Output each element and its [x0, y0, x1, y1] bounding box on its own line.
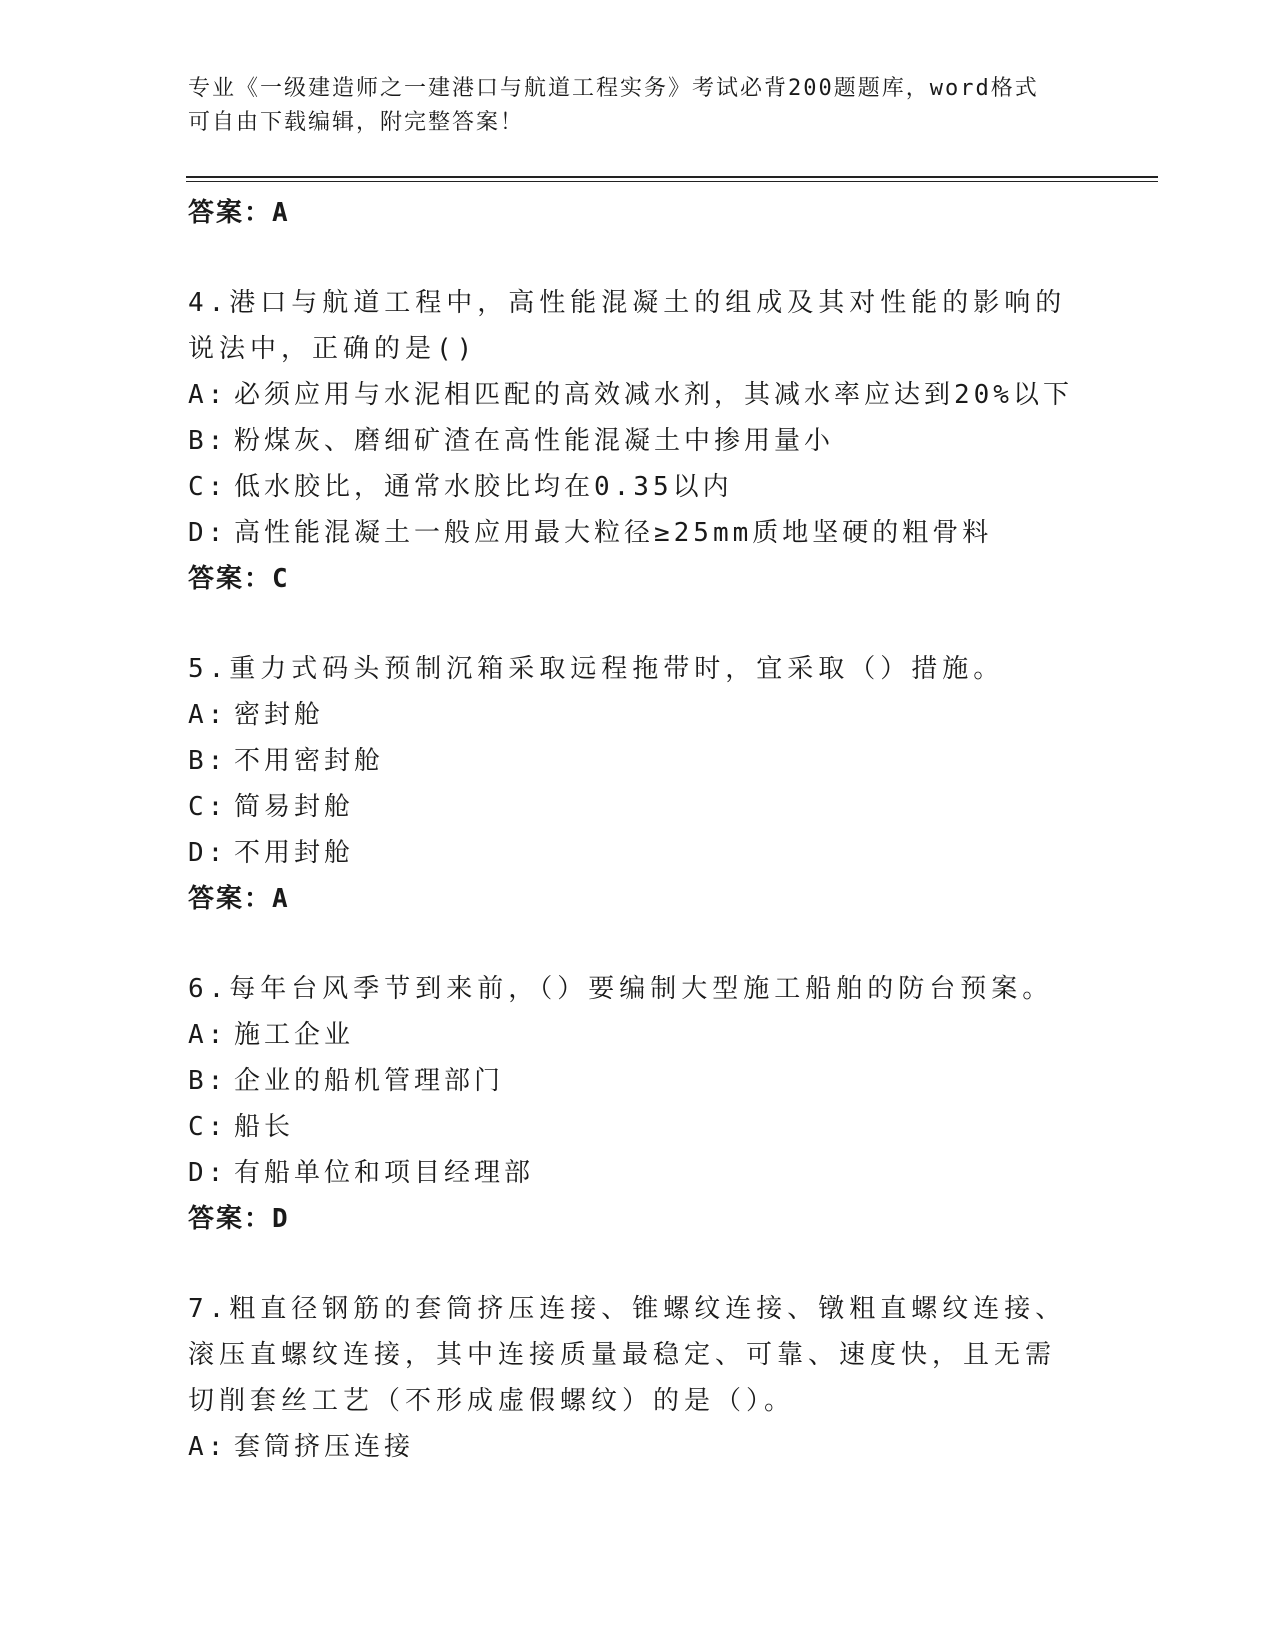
- question-stem: 6.每年台风季节到来前，（）要编制大型施工船舶的防台预案。: [188, 974, 1054, 1004]
- answer-line: [188, 1196, 1068, 1242]
- option-text: 施工企业: [234, 1020, 355, 1050]
- header-line-2: 可自由下载编辑，附完整答案！: [188, 110, 525, 135]
- option-text: 高性能混凝土一般应用最大粒径≥25mm质地坚硬的粗骨料: [234, 518, 993, 548]
- answer-line: [188, 190, 1068, 236]
- option-text: 有船单位和项目经理部: [234, 1158, 535, 1188]
- header-divider: [186, 176, 1158, 182]
- option-a: [188, 372, 1073, 418]
- answer-value: A: [272, 884, 290, 914]
- option-a: [188, 1424, 1068, 1470]
- option-key: D:: [188, 1158, 228, 1188]
- header-line-1: 专业《一级建造师之一建港口与航道工程实务》考试必背200题题库，word格式: [188, 76, 1039, 101]
- option-key: B:: [188, 1066, 228, 1096]
- option-b: [188, 1058, 1068, 1104]
- answer-label: 答案：: [188, 198, 273, 228]
- option-d: [188, 510, 1068, 556]
- option-text: 粉煤灰、磨细矿渣在高性能混凝土中掺用量小: [234, 426, 835, 456]
- option-key: C:: [188, 472, 228, 502]
- answer-value: A: [272, 198, 290, 228]
- answer-label: 答案：: [188, 884, 273, 914]
- question-5: [188, 646, 1068, 922]
- option-c: [188, 1104, 1068, 1150]
- option-key: C:: [188, 792, 228, 822]
- option-key: B:: [188, 746, 228, 776]
- option-key: A:: [188, 380, 228, 410]
- option-c: [188, 464, 1068, 510]
- option-key: C:: [188, 1112, 228, 1142]
- option-text: 低水胶比，通常水胶比均在0.35以内: [234, 472, 733, 502]
- option-text: 不用封舱: [234, 838, 355, 868]
- option-b: [188, 418, 1068, 464]
- option-text: 必须应用与水泥相匹配的高效减水剂，其减水率应达到20%以下: [234, 380, 1073, 410]
- option-d: [188, 830, 1068, 876]
- answer-label: 答案：: [188, 564, 273, 594]
- option-key: A:: [188, 1432, 228, 1462]
- answer-label: 答案：: [188, 1204, 273, 1234]
- question-stem: 4.港口与航道工程中，高性能混凝土的组成及其对性能的影响的说法中，正确的是(): [188, 288, 1067, 364]
- option-text: 不用密封舱: [234, 746, 385, 776]
- option-text: 企业的船机管理部门: [234, 1066, 505, 1096]
- document-body: [188, 190, 1073, 1470]
- question-4: [188, 280, 1073, 602]
- option-d: [188, 1150, 1068, 1196]
- option-key: D:: [188, 838, 228, 868]
- option-a: [188, 1012, 1068, 1058]
- option-text: 套筒挤压连接: [234, 1432, 415, 1462]
- answer-line: [188, 556, 1068, 602]
- question-7: [188, 1286, 1068, 1470]
- question-stem: 5.重力式码头预制沉箱采取远程拖带时，宜采取（）措施。: [188, 654, 1005, 684]
- option-c: [188, 784, 1068, 830]
- question-6: [188, 966, 1068, 1242]
- question-stem: 7.粗直径钢筋的套筒挤压连接、锥螺纹连接、镦粗直螺纹连接、滚压直螺纹连接，其中连接质量最稳定、可靠、速度快，且无需切削套丝工艺（不形成虚假螺纹）的是（）。: [188, 1294, 1067, 1416]
- option-key: B:: [188, 426, 228, 456]
- answer-value: C: [272, 564, 290, 594]
- answer-line: [188, 876, 1068, 922]
- option-text: 密封舱: [234, 700, 325, 730]
- page-header: [188, 72, 1088, 140]
- option-b: [188, 738, 1068, 784]
- option-text: 船长: [234, 1112, 295, 1142]
- option-key: A:: [188, 700, 228, 730]
- answer-value: D: [272, 1204, 290, 1234]
- option-key: D:: [188, 518, 228, 548]
- option-key: A:: [188, 1020, 228, 1050]
- option-text: 简易封舱: [234, 792, 355, 822]
- option-a: [188, 692, 1068, 738]
